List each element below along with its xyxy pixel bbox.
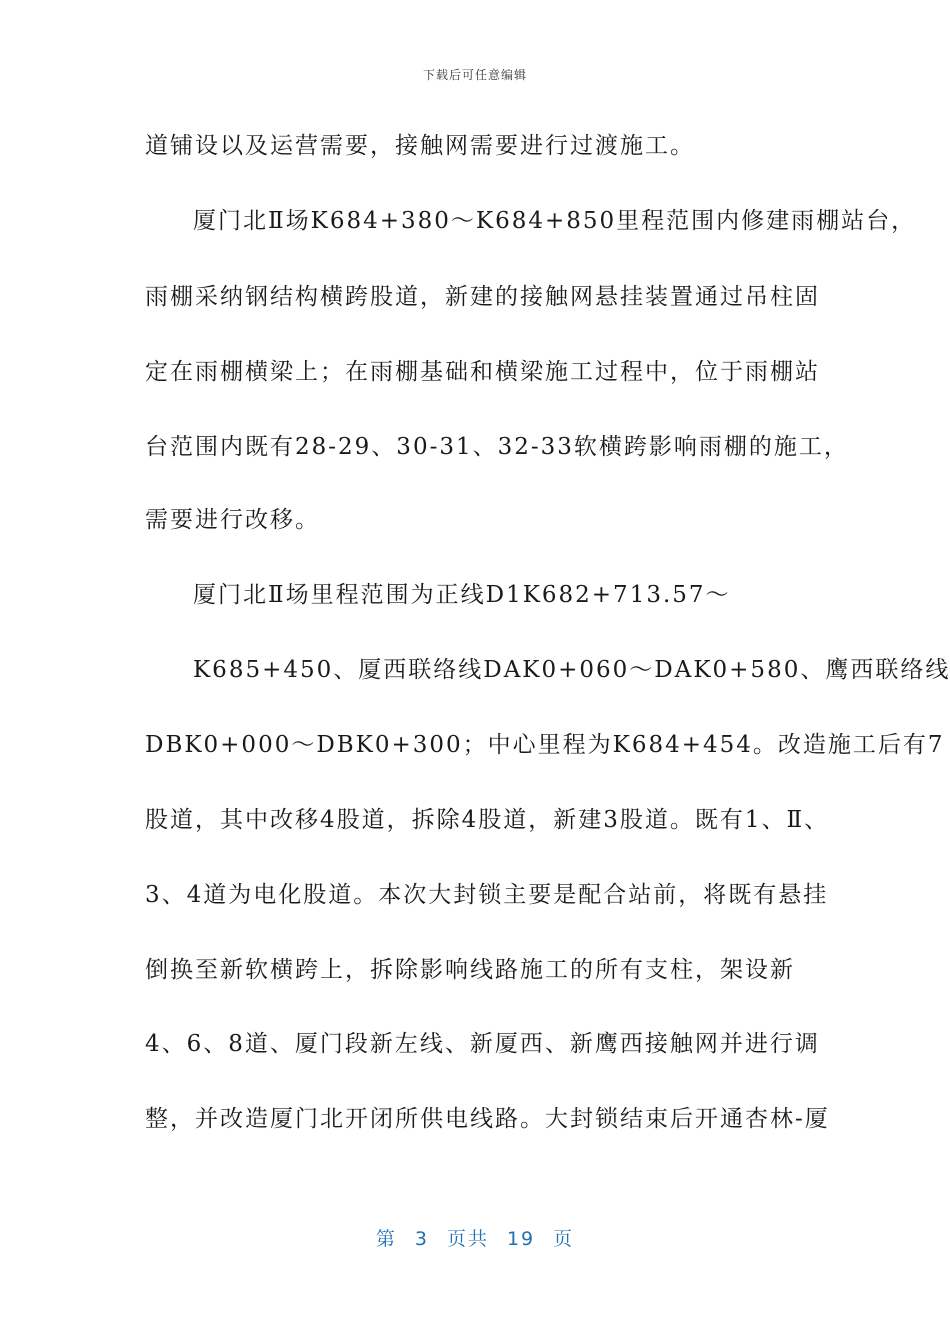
total-pages-number: 19 (506, 1228, 536, 1250)
header-note: 下载后可任意编辑 (422, 68, 527, 82)
current-page-number: 3 (414, 1228, 429, 1250)
footer-suffix: 页 (553, 1228, 575, 1250)
text-line: 雨棚采纳钢结构横跨股道，新建的接触网悬挂装置通过吊柱固 (145, 284, 820, 310)
text-line: 厦门北Ⅱ场K684+380～K684+850里程范围内修建雨棚站台， (193, 208, 917, 234)
text-line: 定在雨棚横梁上；在雨棚基础和横梁施工过程中，位于雨棚站 (145, 359, 820, 385)
text-line: 4、6、8道、厦门段新左线、新厦西、新鹰西接触网并进行调 (145, 1031, 820, 1057)
text-line: 需要进行改移。 (145, 507, 320, 533)
text-line: 道铺设以及运营需要，接触网需要进行过渡施工。 (145, 133, 695, 159)
text-line: 厦门北Ⅱ场里程范围为正线D1K682+713.57～ (193, 582, 731, 608)
page-footer (0, 1224, 950, 1251)
text-line: 台范围内既有28-29、30-31、32-33软横跨影响雨棚的施工， (145, 434, 849, 460)
text-line: K685+450、厦西联络线DAK0+060～DAK0+580、鹰西联络线 (193, 657, 950, 683)
text-line: 3、4道为电化股道。本次大封锁主要是配合站前，将既有悬挂 (145, 882, 829, 908)
text-line: 倒换至新软横跨上，拆除影响线路施工的所有支柱，架设新 (145, 957, 795, 983)
text-line: 股道，其中改移4股道，拆除4股道，新建3股道。既有1、Ⅱ、 (145, 807, 830, 833)
footer-prefix: 第 (375, 1228, 397, 1250)
footer-middle: 页共 (446, 1228, 489, 1250)
text-line: 整，并改造厦门北开闭所供电线路。大封锁结束后开通杏林-厦 (145, 1106, 830, 1132)
text-line: DBK0+000～DBK0+300；中心里程为K684+454。改造施工后有7 (145, 732, 945, 758)
